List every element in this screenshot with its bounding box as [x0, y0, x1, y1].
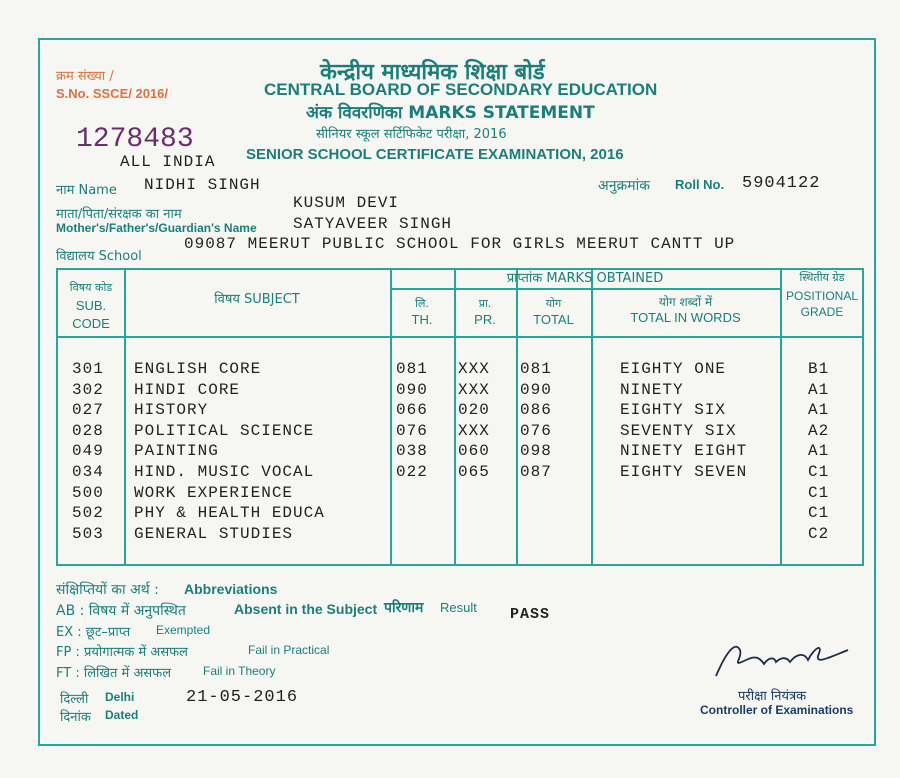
table-cell-words: EIGHTY ONE — [620, 360, 727, 378]
table-cell-pr: XXX — [458, 360, 490, 378]
table-cell-th: 066 — [396, 401, 428, 420]
table-cell-code: 049 — [72, 442, 104, 461]
table-cell-code: 302 — [72, 380, 104, 399]
place-hi: दिल्ली — [60, 692, 89, 707]
table-cell-grade: A2 — [808, 421, 830, 440]
fp-en: Fail in Practical — [248, 643, 330, 657]
abbr-title-hi: संक्षिप्तियों का अर्थ : — [56, 582, 159, 598]
school-label: विद्यालय School — [56, 249, 142, 264]
result-label-en: Result — [440, 600, 477, 615]
header-words-hi: योग शब्दों में — [658, 295, 713, 309]
table-cell-pr: XXX — [458, 380, 490, 399]
table-cell-subject: ENGLISH CORE — [134, 360, 262, 378]
exam-name-hindi: सीनियर स्कूल सर्टिफिकेट परीक्षा, 2016 — [316, 127, 507, 142]
table-cell-code: 503 — [72, 524, 104, 543]
table-cell-words: NINETY — [620, 380, 684, 399]
table-cell-grade: A1 — [808, 442, 830, 461]
table-cell-grade: C1 — [808, 504, 830, 523]
header-divider — [58, 336, 862, 338]
ft-en: Fail in Theory — [203, 664, 276, 678]
fp-hi: FP : प्रयोगात्मक में असफल — [56, 645, 188, 660]
header-grade-positional: POSITIONAL — [785, 289, 859, 303]
header-code-hi: विषय कोड — [69, 281, 113, 294]
marks-table — [56, 268, 864, 566]
table-cell-code: 027 — [72, 401, 104, 420]
header-pr: PR. — [474, 312, 496, 327]
header-grade-hi: स्थितीय ग्रेड — [799, 271, 845, 284]
serial-number: 1278483 — [76, 124, 194, 155]
header-words: TOTAL IN WORDS — [630, 310, 741, 325]
mother-name: KUSUM DEVI — [293, 194, 400, 212]
table-cell-grade: A1 — [808, 380, 830, 399]
statement-title: अंक विवरणिका MARKS STATEMENT — [306, 103, 595, 123]
table-cell-total: 081 — [520, 360, 552, 378]
table-cell-words: EIGHTY SIX — [620, 401, 727, 420]
school-name: 09087 MEERUT PUBLIC SCHOOL FOR GIRLS MEERUT CANTT UP — [184, 235, 736, 253]
table-cell-subject: HINDI CORE — [134, 380, 241, 399]
board-name-english: CENTRAL BOARD OF SECONDARY EDUCATION — [264, 80, 658, 99]
controller-title-en: Controller of Examinations — [700, 703, 854, 717]
ft-hi: FT : लिखित में असफल — [56, 666, 172, 681]
table-cell-total: 087 — [520, 463, 552, 481]
table-cell-th: 022 — [396, 463, 428, 481]
header-subject: विषय SUBJECT — [214, 292, 300, 307]
table-cell-words: NINETY EIGHT — [620, 442, 748, 461]
exam-name-english: SENIOR SCHOOL CERTIFICATE EXAMINATION, 2016 — [246, 146, 624, 163]
result-value: PASS — [510, 606, 551, 623]
table-cell-th: 076 — [396, 421, 428, 440]
header-code-code: CODE — [72, 316, 110, 331]
table-cell-subject: PHY & HEALTH EDUCA — [134, 504, 325, 523]
header-total: TOTAL — [533, 312, 574, 327]
table-cell-subject: PAINTING — [134, 442, 219, 461]
table-cell-code: 028 — [72, 421, 104, 440]
ab-en: Absent in the Subject — [234, 601, 378, 617]
candidate-name: NIDHI SINGH — [144, 176, 261, 194]
table-cell-grade: A1 — [808, 401, 830, 420]
table-cell-words: EIGHTY SEVEN — [620, 463, 748, 481]
table-cell-pr: 065 — [458, 463, 490, 481]
table-cell-grade: B1 — [808, 360, 830, 378]
table-cell-th: 038 — [396, 442, 428, 461]
table-cell-code: 034 — [72, 463, 104, 481]
parent-label-hi: माता/पिता/संरक्षक का नाम — [56, 207, 182, 222]
dated-hi: दिनांक — [60, 710, 91, 725]
board-name-hindi: केन्द्रीय माध्यमिक शिक्षा बोर्ड — [320, 60, 545, 85]
table-cell-subject: HIND. MUSIC VOCAL — [134, 463, 315, 481]
serial-label-hi: क्रम संख्या / — [56, 69, 114, 84]
table-cell-subject: GENERAL STUDIES — [134, 524, 294, 543]
table-cell-pr: 060 — [458, 442, 490, 461]
table-cell-grade: C2 — [808, 524, 830, 543]
place-en: Delhi — [105, 690, 135, 704]
header-marks-obtained: प्राप्तांक MARKS OBTAINED — [506, 271, 664, 286]
roll-label-en: Roll No. — [675, 177, 725, 192]
header-th: TH. — [411, 312, 433, 327]
table-cell-pr: 020 — [458, 401, 490, 420]
header-total-hi: योग — [545, 297, 562, 310]
dated-en: Dated — [105, 708, 139, 722]
region: ALL INDIA — [120, 153, 216, 171]
table-cell-total: 090 — [520, 380, 552, 399]
date-value: 21-05-2016 — [186, 688, 299, 707]
table-cell-total: 098 — [520, 442, 552, 461]
header-pr-hi: प्रा. — [478, 297, 492, 310]
abbr-title-en: Abbreviations — [184, 581, 278, 597]
header-th-hi: लि. — [415, 297, 429, 310]
table-cell-subject: HISTORY — [134, 401, 209, 420]
table-cell-th: 090 — [396, 380, 428, 399]
table-cell-th: 081 — [396, 360, 428, 378]
controller-signature — [706, 628, 856, 688]
serial-label-en: S.No. SSCE/ 2016/ — [56, 86, 168, 101]
roll-label-hi: अनुक्रमांक — [598, 178, 650, 194]
table-cell-grade: C1 — [808, 483, 830, 502]
header-code-sub: SUB. — [75, 298, 107, 313]
result-label-hi: परिणाम — [384, 600, 424, 616]
table-cell-grade: C1 — [808, 463, 830, 481]
table-cell-code: 502 — [72, 504, 104, 523]
ex-en: Exempted — [156, 623, 211, 637]
parent-label-en: Mother's/Father's/Guardian's Name — [56, 221, 257, 235]
header-grade: GRADE — [800, 305, 844, 319]
father-name: SATYAVEER SINGH — [293, 215, 453, 233]
table-cell-words: SEVENTY SIX — [620, 421, 737, 440]
ab-hi: AB : विषय में अनुपस्थित — [56, 603, 186, 619]
name-label: नाम Name — [56, 183, 117, 198]
table-cell-pr: XXX — [458, 421, 490, 440]
controller-title-hi: परीक्षा नियंत्रक — [738, 689, 807, 704]
table-cell-code: 500 — [72, 483, 104, 502]
roll-number: 5904122 — [742, 174, 821, 193]
table-cell-total: 086 — [520, 401, 552, 420]
table-cell-subject: WORK EXPERIENCE — [134, 483, 294, 502]
ex-hi: EX : छूट–प्राप्त — [56, 625, 131, 640]
marks-obtained-divider — [390, 288, 780, 290]
table-cell-subject: POLITICAL SCIENCE — [134, 421, 315, 440]
table-cell-total: 076 — [520, 421, 552, 440]
table-cell-code: 301 — [72, 360, 104, 378]
